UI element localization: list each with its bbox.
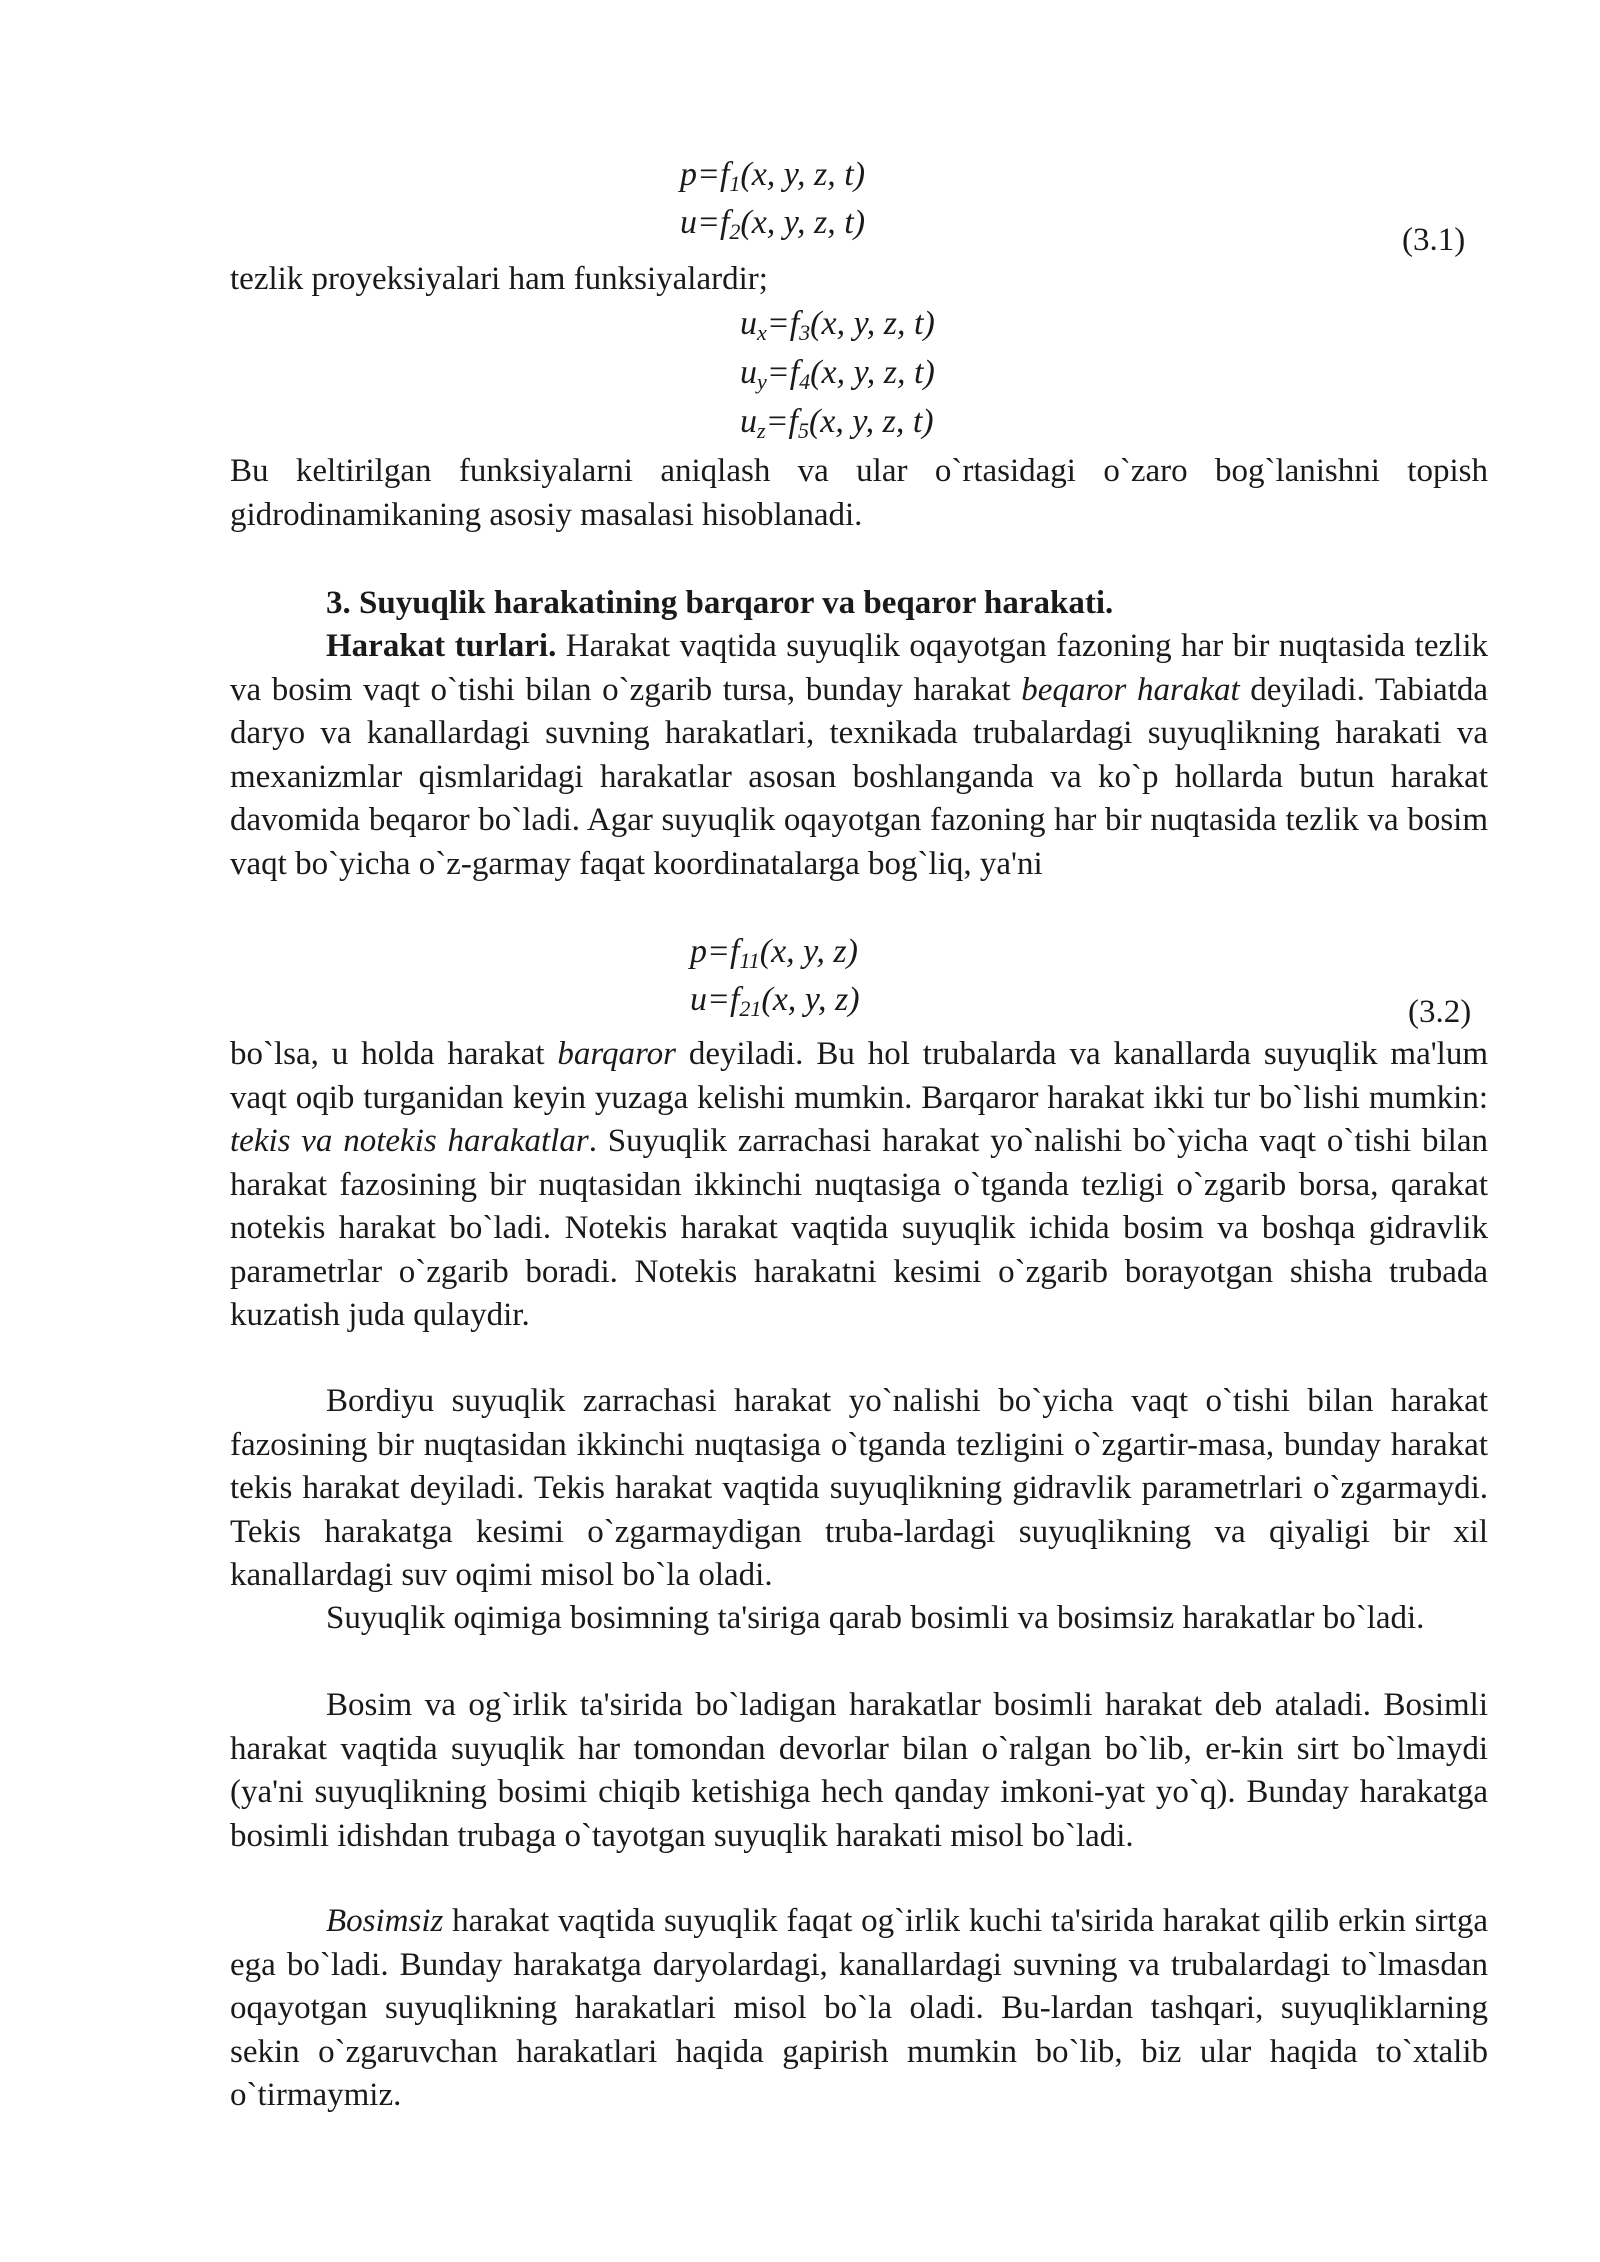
equation-ux: $u_x=f_3(x$, y, z, t) (740, 305, 935, 345)
eq-lhs: u (690, 981, 707, 1018)
paragraph-bordiyu: Bordiyu suyuqlik zarrachasi harakat yo`nalishi bo`yicha vaqt o`tishi bilan harakat fazosining bir nuqtasidan ikkinchi nuqtasiga o`tganda tezligini o`zgartir-masa, bunday harakat tekis harakat deyiladi. Tekis harakat vaqtida suyuqlikning gidravlik parametrlari o`zgarmaydi. Tekis harakatga kesimi o`zgarmaydigan truba-lardagi suyuqlikning va qiyaligi bir xil kanallardagi suv oqimi misol bo`la oladi. (230, 1383, 1488, 1593)
eq-index: 2 (729, 219, 741, 244)
equation-uz: $u_z=f_5(x$, y, z, t) (740, 403, 934, 443)
equation-3-2-line-1: $p=f_{11}(x$, y, z) (690, 933, 858, 973)
eq-index: 1 (729, 171, 741, 196)
eq-index: 3 (799, 320, 811, 345)
paragraph-barqaror (230, 1033, 1488, 1338)
paragraph-masala: Bu keltirilgan funksiyalarni aniqlash va ular o`rtasidagi o`zaro bog`lanishni topish gidrodinamikaning asosiy masalasi hisoblanadi. (230, 453, 1488, 533)
eq-lhs: p (680, 156, 697, 193)
paragraph-text: Harakat vaqtida suyuqlik oqayotgan fazoning har bir nuqtasida tezlik va bosim vaqt o`tishi bilan o`zgarib tursa, bunday harakat (230, 628, 1488, 708)
eq-lhs-sub: y (757, 369, 767, 394)
paragraph-text: deyiladi. Tabiatda daryo va kanallardagi suvning harakatlari, texnikada trubalardagi suyuqlikning harakati va mexanizmlar qismlaridagi harakatlar asosan boshlanganda va ko`p hollarda butun harakat davomida beqaror bo`ladi. Agar suyuqlik oqayotgan fazoning har bir nuqtasida tezlik va bosim vaqt bo`yicha o`z-garmay faqat koordinatalarga bog`liq, ya'ni (230, 671, 1489, 882)
term-bosimsiz: Bosimsiz (326, 1903, 444, 1939)
equation-number-3-1: (3.1) (1402, 222, 1466, 258)
eq-args: (x, y, z, t) (740, 156, 866, 193)
eq-index: 21 (739, 996, 762, 1021)
term-barqaror: barqaror (557, 1036, 676, 1072)
eq-index: 11 (739, 948, 760, 973)
term-beqaror: beqaror harakat (1021, 671, 1240, 708)
text-tezlik: tezlik proyeksiyalari ham funksiyalardir; (230, 261, 768, 297)
equation-3-1-line-2: $u=f_2(x$, y, z, t) (680, 204, 866, 244)
section-heading: 3. Suyuqlik harakatining barqaror va beqaror harakati. (326, 585, 1114, 621)
paragraph-text: harakat vaqtida suyuqlik faqat og`irlik kuchi ta'sirida harakat qilib erkin sirtga ega bo`ladi. Bunday harakatga daryolardagi, kanallardagi suvning va trubalardagi to`lmasdan oqayotgan suyuqlikning harakatlari misol bo`la oladi. Bu-lardan tashqari, suyuqliklarning sekin o`zgaruvchan harakatlari haqida gapirish mumkin bo`lib, biz ular haqida to`xtalib o`tirmaymiz. (230, 1903, 1488, 2113)
term-tekis-notekis: tekis va notekis harakatlar (230, 1123, 589, 1159)
paragraph-bosimsiz (230, 1900, 1488, 2118)
paragraph-harakat-turlari (230, 625, 1488, 886)
eq-lhs-sub: x (757, 320, 767, 345)
eq-lhs: u (740, 403, 757, 440)
paragraph-text: bo`lsa, u holda harakat (230, 1036, 558, 1072)
paragraph-bosimli: Bosim va og`irlik ta'sirida bo`ladigan harakatlar bosimli harakat deb ataladi. Bosimli harakat vaqtida suyuqlik har tomondan devorlar bilan o`ralgan bo`lib, er-kin sirt bo`lmaydi (ya'ni suyuqlikning bosimi chiqib ketishiga hech qanday imkoni-yat yo`q). Bunday harakatga bosimli idishdan trubaga o`tayotgan suyuqlik harakati misol bo`ladi. (230, 1687, 1488, 1854)
eq-args: (x, y, z, t) (810, 354, 935, 391)
eq-args: (x, y, z, t) (740, 204, 866, 241)
eq-index: 5 (797, 418, 809, 443)
eq-lhs: p (690, 933, 707, 970)
equation-number-3-2: (3.2) (1408, 994, 1472, 1030)
paragraph-text: deyiladi. Bu hol trubalarda va kanallarda suyuqlik ma'lum vaqt oqib turganidan keyin yuzaga kelishi mumkin. Barqaror harakat ikki tur bo`lishi mumkin: (230, 1036, 1488, 1116)
paragraph-lead: Harakat turlari. (326, 628, 557, 664)
eq-args: (x, y, z) (759, 933, 858, 970)
paragraph-text: . Suyuqlik zarrachasi harakat yo`nalishi bo`yicha vaqt o`tishi bilan harakat fazosining bir nuqtasidan ikkinchi nuqtasiga o`tganda tezligi o`zgarib borsa, qarakat notekis harakat bo`ladi. Notekis harakat vaqtida suyuqlik ichida bosim va boshqa gidravlik parametrlar o`zgarib boradi. Notekis harakatni kesimi o`zgarib borayotgan shisha trubada kuzatish juda qulaydir. (230, 1123, 1488, 1333)
eq-lhs: u (740, 305, 757, 342)
equation-3-2-line-2: $u=f_{21}(x$, y, z) (690, 981, 860, 1021)
equation-3-1-line-1: $p=f_1(x$, y, z, t) (680, 156, 866, 196)
eq-index: 4 (799, 369, 811, 394)
eq-args: (x, y, z, t) (808, 403, 934, 440)
equation-uy: $u_y=f_4(x$, y, z, t) (740, 354, 935, 394)
eq-args: (x, y, z) (761, 981, 860, 1018)
eq-lhs-sub: z (757, 418, 766, 443)
eq-lhs: u (680, 204, 697, 241)
eq-lhs: u (740, 354, 757, 391)
paragraph-oqim: Suyuqlik oqimiga bosimning ta'siriga qarab bosimli va bosimsiz harakatlar bo`ladi. (326, 1600, 1425, 1636)
eq-args: (x, y, z, t) (810, 305, 935, 342)
